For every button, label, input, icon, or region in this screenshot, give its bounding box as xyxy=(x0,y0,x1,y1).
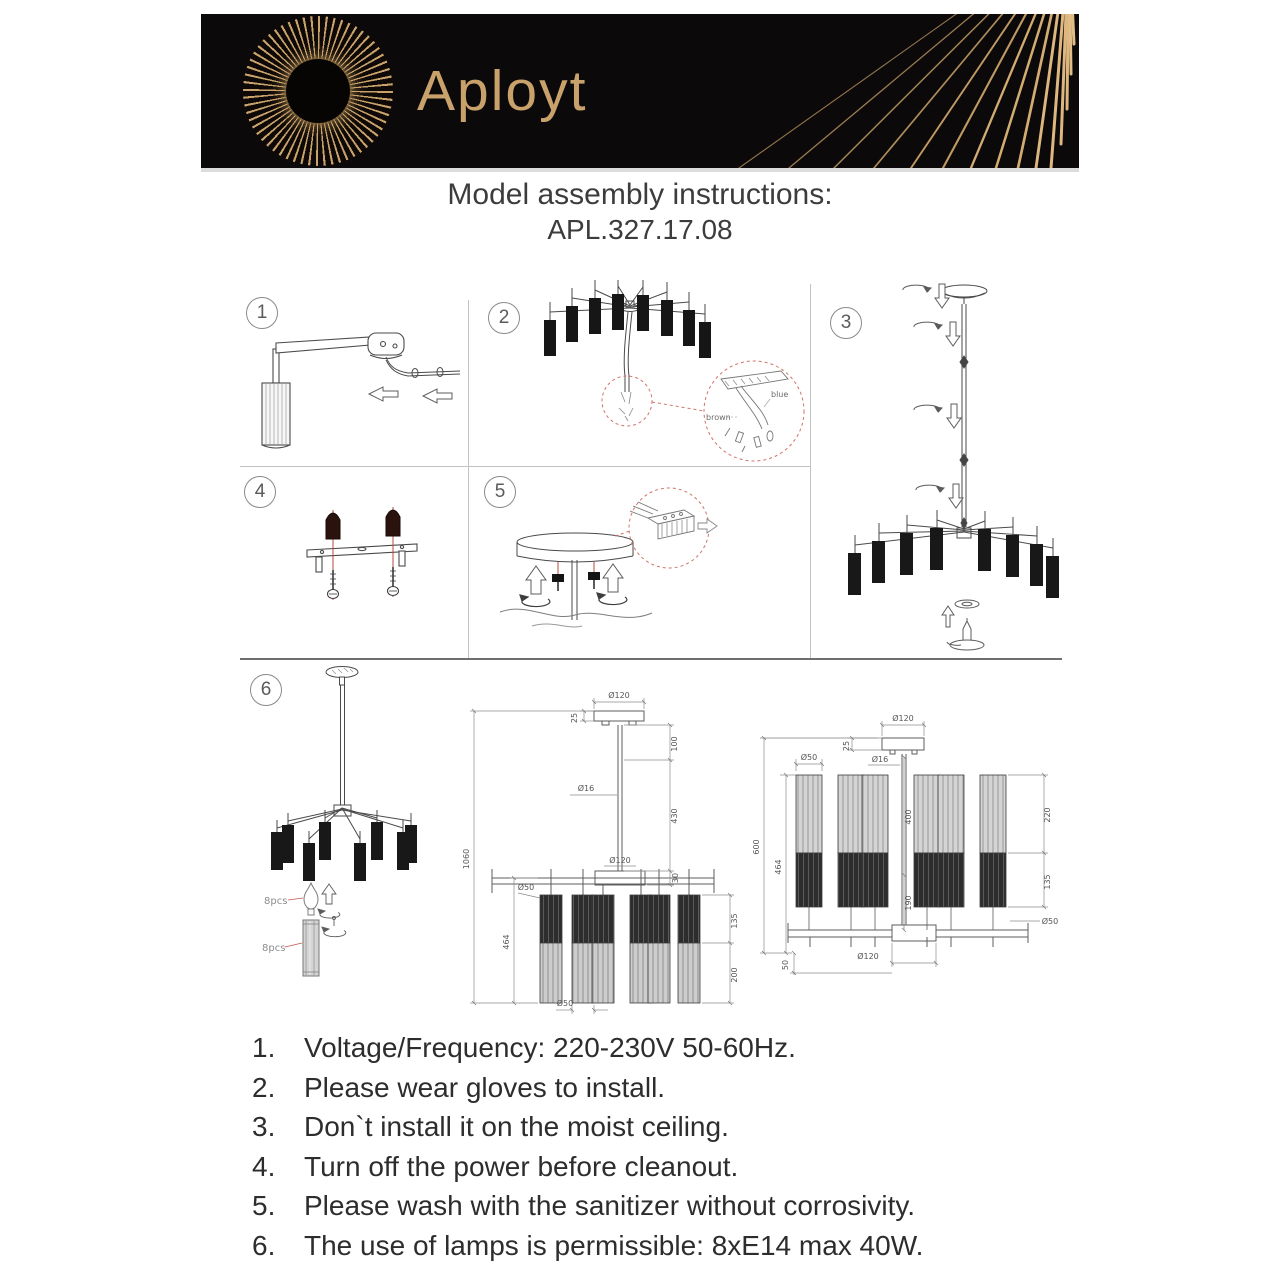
grid-line-v1 xyxy=(468,300,469,658)
step4-diagram xyxy=(252,470,464,650)
dim-canopy-dia: Ø120 xyxy=(608,691,630,700)
shade-part xyxy=(303,920,319,976)
brand-banner xyxy=(201,14,1079,172)
instruction-list xyxy=(252,1034,1064,1271)
grid-line-h2 xyxy=(240,658,1062,660)
canopy-screws xyxy=(552,562,600,591)
shades-black xyxy=(271,822,417,881)
bulb-arrows xyxy=(318,884,340,918)
dim-rod-dia: Ø16 xyxy=(577,784,595,793)
bulb-part xyxy=(304,883,318,915)
dim-shade-dia-bottom: Ø50 xyxy=(556,999,574,1008)
item-number: 3. xyxy=(252,1111,276,1142)
dim-hub-dia: Ø120 xyxy=(609,856,631,865)
finial-parts xyxy=(942,600,984,650)
sunburst-core xyxy=(286,59,350,123)
shades xyxy=(796,775,1006,930)
instruction-item xyxy=(252,1150,1064,1182)
wire-label-brown: brown xyxy=(706,413,731,422)
dim-total-h: 1060 xyxy=(462,848,471,870)
step-5-number: 5 xyxy=(494,481,506,502)
dim-stem-h: 190 xyxy=(904,895,913,911)
item-text: Please wear gloves to install. xyxy=(304,1071,666,1103)
rotate-arrows xyxy=(520,593,627,607)
screws xyxy=(328,567,399,599)
instruction-item xyxy=(252,1229,1064,1261)
dim-body-h: 464 xyxy=(774,859,783,875)
wall-anchors xyxy=(326,510,400,539)
dim-body-h: 464 xyxy=(502,934,511,950)
instruction-item xyxy=(252,1192,1064,1220)
dim-offset-h: 50 xyxy=(781,959,790,971)
bulb-qty-label: 8pcs xyxy=(264,896,288,907)
item-number: 5. xyxy=(252,1190,276,1221)
dim-hub-dia: Ø120 xyxy=(857,952,879,961)
power-wire xyxy=(386,357,460,378)
down-arrows xyxy=(935,284,963,508)
dim-rod-dia: Ø16 xyxy=(871,755,889,764)
dimension-drawing-side xyxy=(752,685,1064,1020)
item-text: Turn off the power before cleanout. xyxy=(304,1150,739,1182)
step-2-number: 2 xyxy=(498,307,510,328)
grid-line-h1 xyxy=(240,466,810,467)
sunburst-logo-icon xyxy=(243,16,393,166)
step3-diagram xyxy=(815,282,1060,658)
page-title: Model assembly instructions: xyxy=(447,178,833,211)
dim-shade-dia: Ø50 xyxy=(800,753,818,762)
rotate-arrows xyxy=(903,285,944,492)
dim-metal-h: 135 xyxy=(1043,874,1052,890)
gold-rays-decoration xyxy=(599,14,1079,168)
instruction-item xyxy=(252,1113,1064,1141)
item-text: Please wash with the sanitizer without corrosivity. xyxy=(304,1190,916,1221)
up-arrows xyxy=(526,564,623,594)
model-number: APL.327.17.08 xyxy=(547,214,733,245)
dim-rod-len: 430 xyxy=(670,808,679,824)
detail-callout-small xyxy=(602,376,652,426)
wire-label-blue: blue xyxy=(771,390,789,399)
dim-canopy-dia: Ø120 xyxy=(892,714,914,723)
step-6-number: 6 xyxy=(260,679,272,700)
shade-rotate-arrow xyxy=(322,917,346,937)
central-wire xyxy=(624,312,632,392)
item-number: 2. xyxy=(252,1071,276,1103)
step-1-number: 1 xyxy=(256,302,268,323)
dim-shade-top-h: 135 xyxy=(730,913,739,929)
dim-canopy-h: 25 xyxy=(570,712,579,724)
brand-name: Aployt xyxy=(417,59,588,123)
shade-qty-label: 8pcs xyxy=(262,943,286,954)
item-number: 1. xyxy=(252,1032,276,1063)
slide-left-arrows xyxy=(369,387,452,403)
dim-shade-dia: Ø50 xyxy=(517,883,535,892)
dim-hub-h: 30 xyxy=(671,872,680,884)
instruction-item xyxy=(252,1071,1064,1103)
dimension-drawing-front xyxy=(452,685,752,1017)
shades xyxy=(540,895,700,1003)
item-number: 4. xyxy=(252,1150,276,1182)
step-4-number: 4 xyxy=(254,481,266,502)
grid-line-v2 xyxy=(810,284,811,658)
item-text: Voltage/Frequency: 220-230V 50-60Hz. xyxy=(304,1032,796,1063)
item-text: Don`t install it on the moist ceiling. xyxy=(304,1111,729,1142)
step1-diagram xyxy=(250,305,465,460)
step-3-number: 3 xyxy=(840,312,852,333)
step6-diagram xyxy=(248,662,463,1008)
instruction-item xyxy=(252,1034,1064,1062)
dim-rod-top: 100 xyxy=(670,736,679,752)
dim-glass-h: 220 xyxy=(1043,807,1052,823)
dim-shade-dia-right: Ø50 xyxy=(1041,917,1059,926)
dim-rod-len: 400 xyxy=(904,809,913,825)
dim-canopy-h: 25 xyxy=(842,740,851,752)
step2-diagram xyxy=(475,280,807,465)
item-number: 6. xyxy=(252,1229,276,1261)
item-text: The use of lamps is permissible: 8xE14 max 40W. xyxy=(304,1229,924,1261)
dim-total-h: 600 xyxy=(752,839,761,855)
dim-shade-bottom-h: 200 xyxy=(730,967,739,983)
shades-black xyxy=(848,528,1059,598)
step5-diagram xyxy=(472,470,808,655)
